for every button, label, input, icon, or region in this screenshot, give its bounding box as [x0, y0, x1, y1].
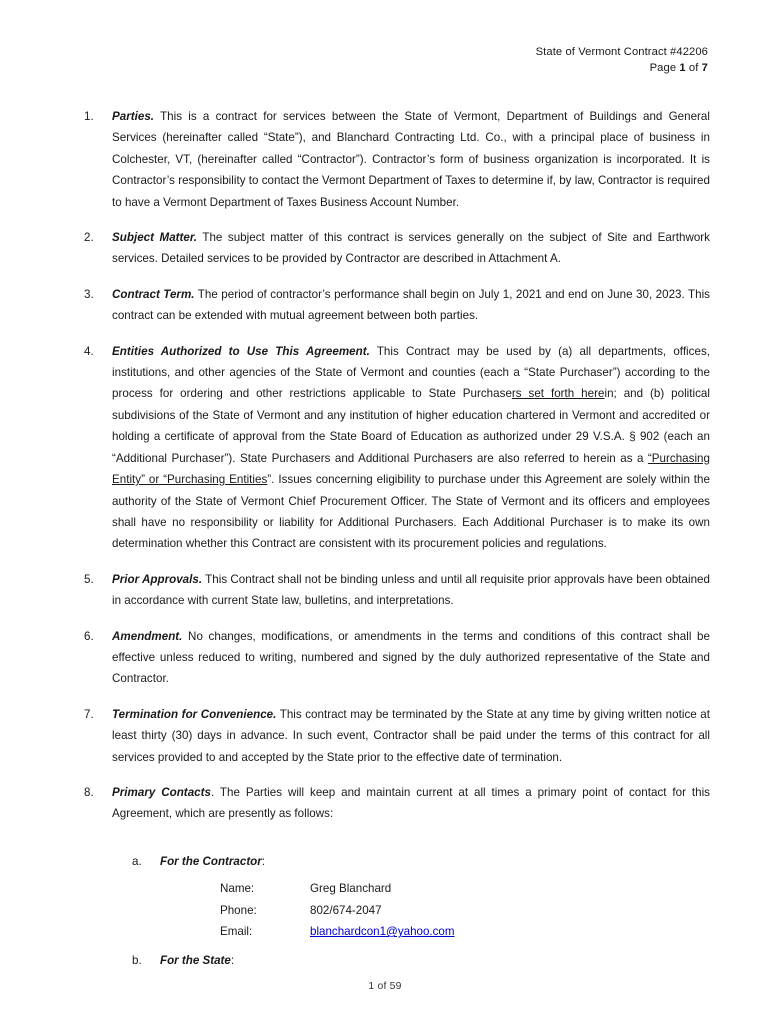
contact-label-name: Name:	[220, 882, 255, 896]
clause-body-part2: in; and (b) political subdivisions of the State of Vermont and any institution of higher education chartered in Vermont and accredited or holding a certificate of approval from the State Board of Education as authorized under 29 V.S.A. § 902 (each an “Additional Purchaser”). State Purchasers and Additional Purchasers are also referred to herein as a	[112, 387, 710, 465]
sub-letter: a.	[132, 854, 142, 868]
primary-contacts-list	[84, 851, 710, 972]
clause-prior-approvals	[84, 569, 710, 612]
clause-text	[112, 782, 710, 825]
header-page-prefix: Page	[649, 62, 677, 74]
clause-title: Termination for Convenience.	[112, 707, 277, 721]
header-contract-line: State of Vermont Contract #42206	[535, 46, 708, 58]
clause-text	[112, 626, 710, 690]
contact-row	[220, 900, 710, 921]
contact-row	[220, 878, 710, 899]
header-page-total: 7	[701, 62, 708, 74]
clause-number: 7.	[84, 707, 94, 721]
header-page-line	[536, 60, 708, 76]
clause-parties	[84, 106, 710, 213]
contact-group-state	[132, 950, 710, 971]
clause-number: 8.	[84, 785, 94, 799]
clause-entities-authorized	[84, 341, 710, 555]
clause-number: 4.	[84, 344, 94, 358]
footer-page-label: 1 of 59	[368, 981, 402, 992]
clause-body: The period of contractor’s performance shall begin on July 1, 2021 and end on June 30, 2023. This contract can be extended with mutual agreement between both parties.	[112, 287, 710, 323]
sub-title: For the Contractor	[160, 854, 262, 868]
contact-row	[220, 921, 710, 942]
contact-label-email: Email:	[220, 925, 253, 938]
clause-text	[112, 704, 710, 768]
contact-email-link[interactable]: blanchardcon1@yahoo.com	[310, 925, 455, 938]
clause-number: 1.	[84, 110, 94, 123]
sub-title-suffix: :	[230, 954, 235, 968]
clause-amendment	[84, 626, 710, 690]
clause-title: Prior Approvals.	[112, 572, 203, 586]
clause-contract-term	[84, 284, 710, 327]
clause-number: 3.	[84, 287, 94, 301]
clause-text	[112, 341, 710, 555]
clause-text	[112, 284, 710, 327]
clause-body: This is a contract for services between the State of Vermont, Department of Buildings and General Services (hereinafter called “State”), and Blanchard Contracting Ltd. Co., with a principal place of business in Colchester, VT, (hereinafter called “Contractor”). Contractor’s form of business organization is incorporated. It is Contractor’s responsibility to contact the Vermont Department of Taxes to determine if, by law, Contractor is required to have a Vermont Department of Taxes Business Account Number.	[112, 110, 710, 209]
clause-text	[112, 106, 710, 213]
clause-title: Subject Matter.	[112, 231, 198, 245]
clause-title: Primary Contacts	[112, 785, 211, 799]
document-footer	[0, 981, 770, 992]
clause-primary-contacts	[84, 782, 710, 825]
clause-title: Contract Term.	[112, 287, 195, 301]
clause-body: This contract may be terminated by the State at any time by giving written notice at least thirty (30) days in advance. In such event, Contractor shall be paid under the terms of this contract for all services provided to and accepted by the State prior to the effective date of termination.	[112, 707, 710, 764]
header-page-of: of	[688, 62, 699, 74]
contact-value-phone: 802/674-2047	[310, 903, 382, 917]
clause-body-part1: This Contract may be used by (a) all departments, offices, institutions, and other agencies of the State of Vermont and counties (each a “State Purchaser”) according to the process for ordering and other restrictions applicable to State Purchase	[112, 344, 710, 401]
sub-title: For the State	[160, 954, 231, 968]
clause-subject-matter	[84, 227, 710, 270]
clause-number: 5.	[84, 572, 94, 586]
contact-label-phone: Phone:	[220, 903, 257, 917]
clause-title: Entities Authorized to Use This Agreement.	[112, 344, 370, 358]
clause-number: 2.	[84, 231, 94, 245]
document-body	[84, 106, 710, 974]
clause-body: . The Parties will keep and maintain current at all times a primary point of contact for this Agreement, which are presently as follows:	[112, 785, 710, 821]
contact-value-name: Greg Blanchard	[310, 882, 392, 896]
clause-text	[112, 569, 710, 612]
clause-body-part3: ”. Issues concerning eligibility to purchase under this Agreement are solely within the authority of the State of Vermont Chief Procurement Officer. The State of Vermont and its officers and employees shall have no responsibility or liability for Additional Purchasers. Each Additional Purchaser is to make its own determination whether this Contract are consistent with its procurement policies and regulations.	[112, 473, 710, 551]
clause-text	[112, 227, 710, 270]
clause-body: The subject matter of this contract is services generally on the subject of Site and Earthwork services. Detailed services to be provided by Contractor are described in Attachment A.	[112, 231, 710, 266]
sub-title-suffix: :	[261, 854, 266, 868]
clause-termination-for-convenience	[84, 704, 710, 768]
clause-body: No changes, modifications, or amendments in the terms and conditions of this contract shall be effective unless reduced to writing, numbered and signed by the duly authorized representative of the State and Contractor.	[112, 629, 710, 686]
contact-group-contractor	[132, 851, 710, 872]
header-page-number: 1	[679, 62, 686, 74]
sub-letter: b.	[132, 954, 142, 968]
clause-title: Parties.	[112, 110, 155, 123]
document-header	[536, 44, 708, 76]
clause-body: This Contract shall not be binding unless and until all requisite prior approvals have been obtained in accordance with current State law, bulletins, and interpretations.	[112, 572, 710, 608]
clause-number: 6.	[84, 629, 94, 643]
contractor-contact-table	[132, 878, 710, 942]
defined-term-purchasing-entity: “Purchasing Entity” or “Purchasing Entities	[112, 451, 710, 487]
clause-title: Amendment.	[112, 629, 183, 643]
cross-reference-link-set-forth-here[interactable]: rs set forth here	[511, 387, 605, 401]
